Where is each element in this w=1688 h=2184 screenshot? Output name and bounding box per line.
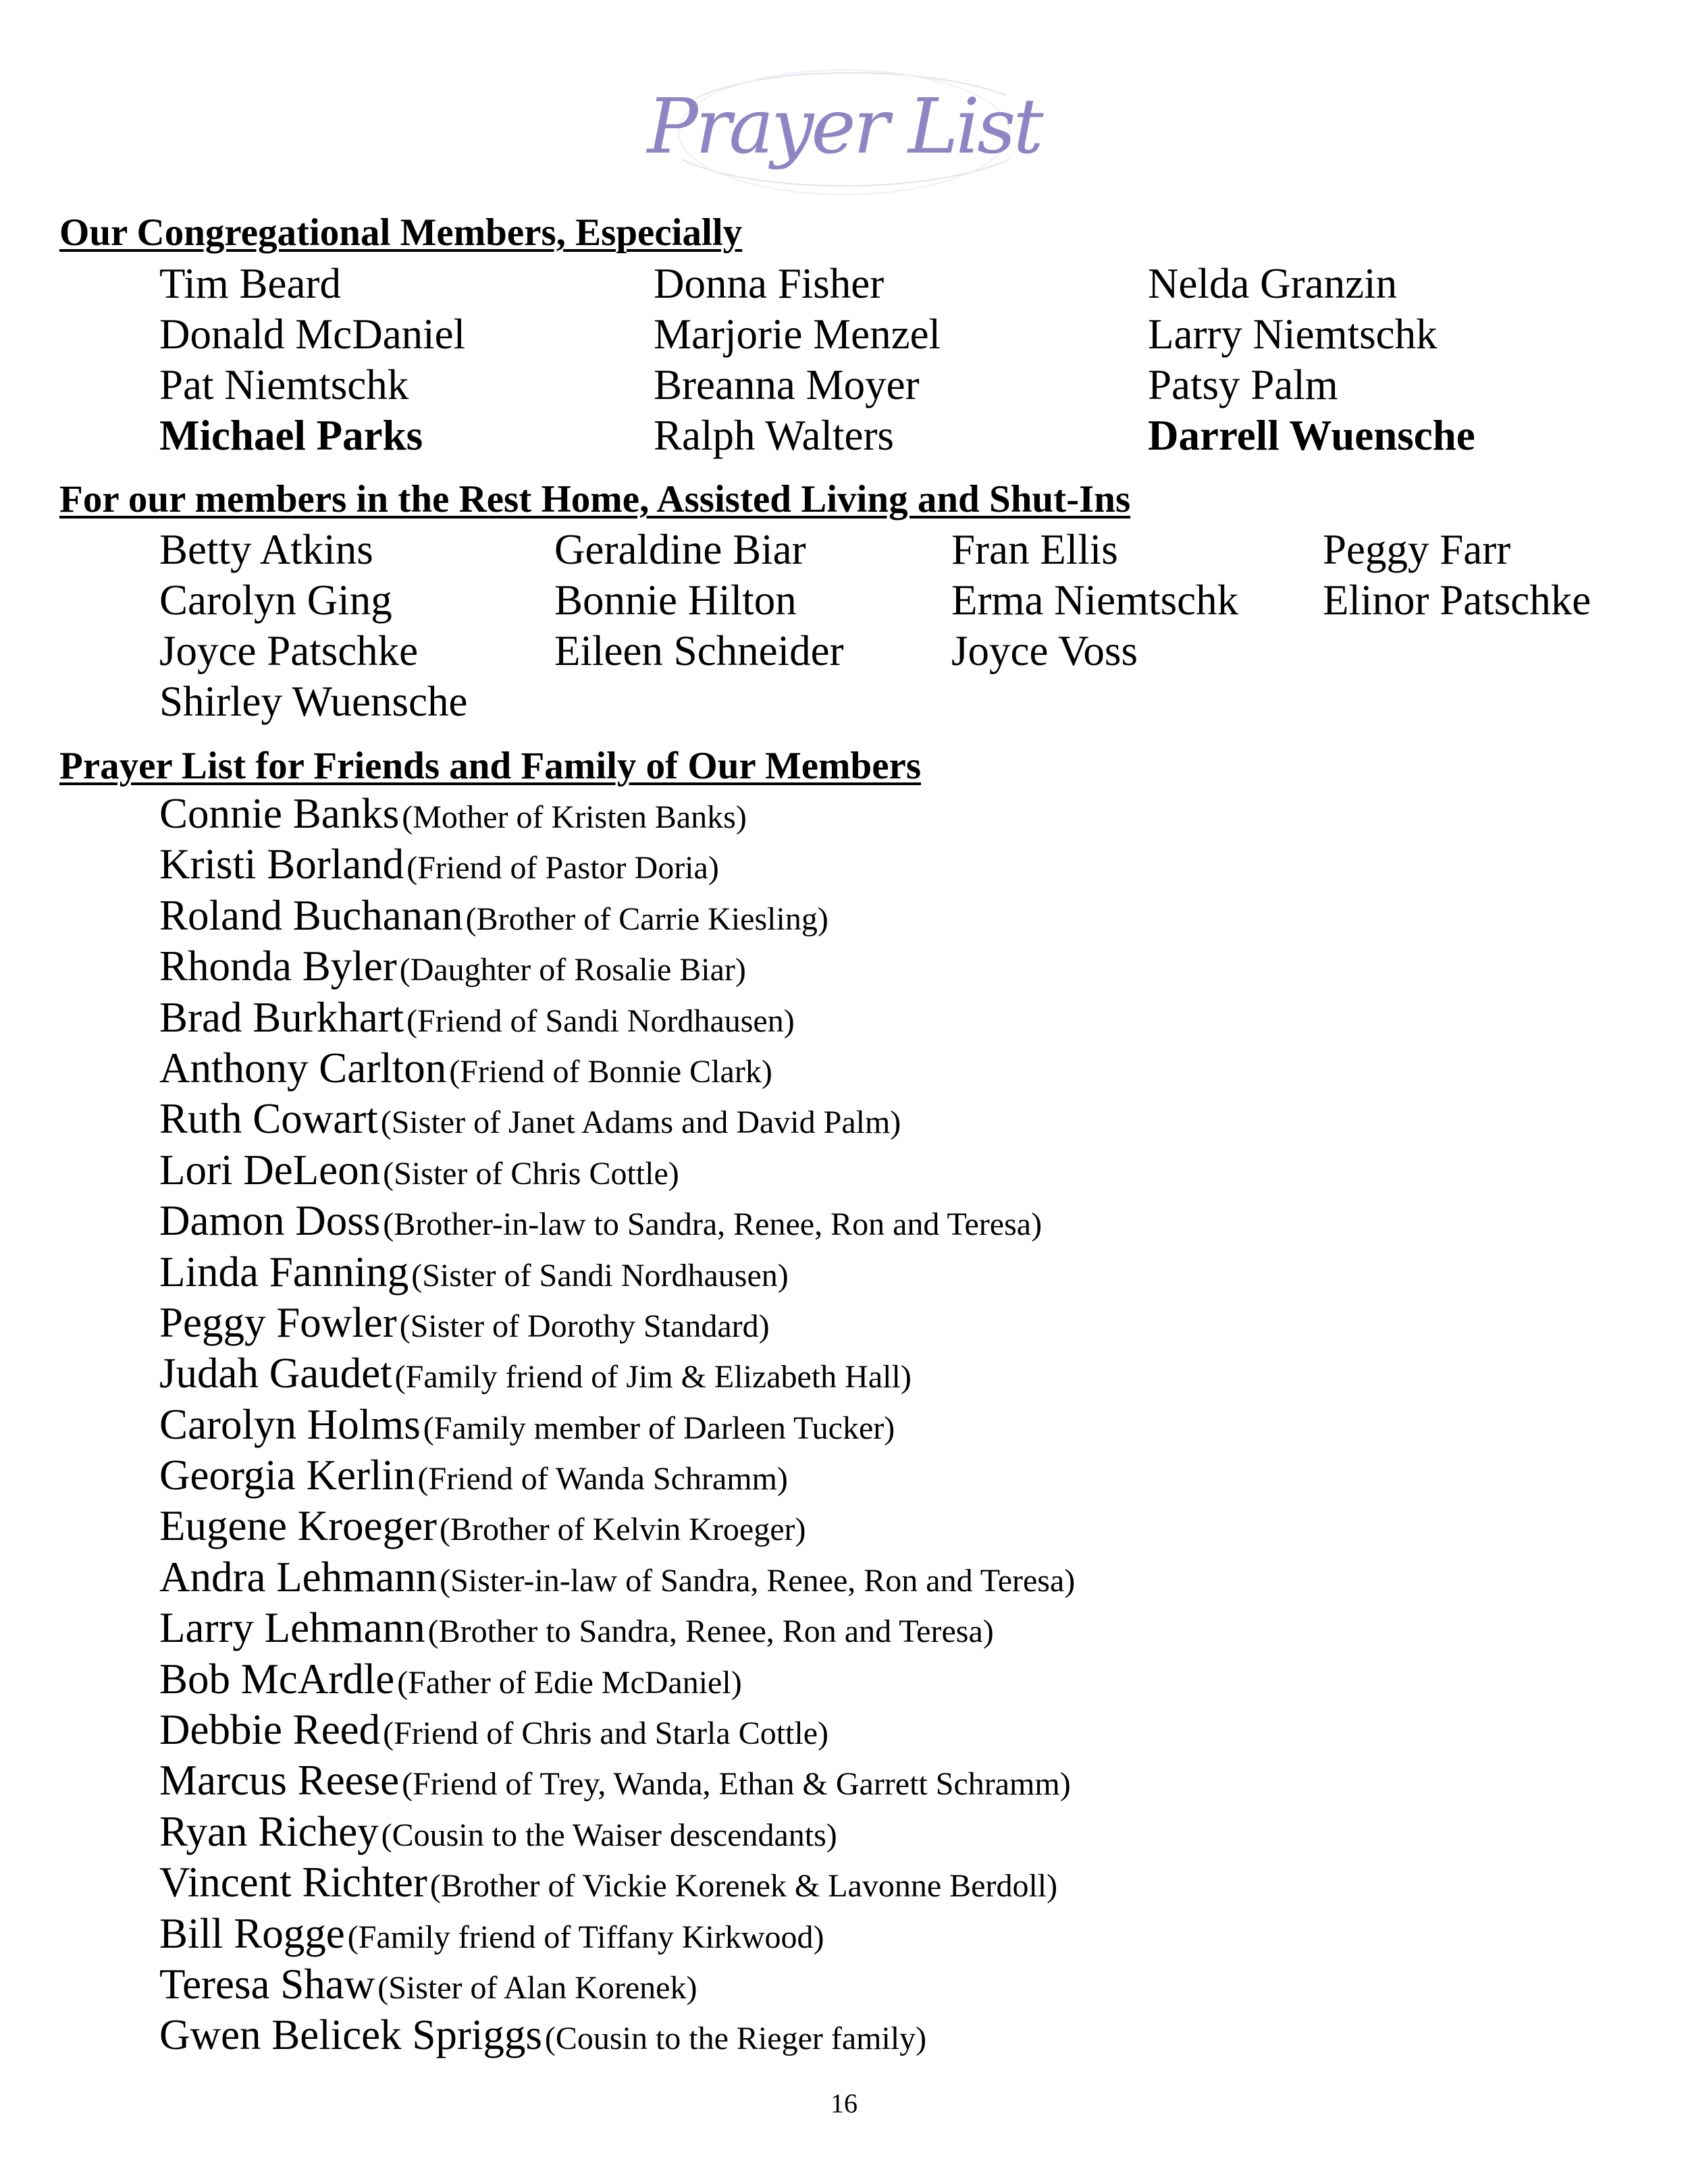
friend-relation: (Brother to Sandra, Renee, Ron and Teresa) <box>427 1614 994 1650</box>
friend-name: Brad Burkhart <box>159 993 404 1041</box>
resthome-name: Carolyn Ging <box>159 577 392 624</box>
friend-relation: (Sister-in-law of Sandra, Renee, Ron and Teresa) <box>440 1562 1076 1599</box>
members-name: Larry Niemtschk <box>1148 311 1438 358</box>
friend-name: Linda Fanning <box>159 1248 409 1296</box>
members-row <box>159 360 1485 410</box>
friend-name: Eugene Kroeger <box>159 1502 438 1550</box>
friend-name: Judah Gaudet <box>159 1350 392 1397</box>
friend-name: Ruth Cowart <box>159 1095 378 1143</box>
members-list <box>159 259 1485 461</box>
friend-relation: (Brother-in-law to Sandra, Renee, Ron and Teresa) <box>383 1206 1043 1243</box>
friend-list-item <box>159 1298 1075 1348</box>
friend-relation: (Friend of Chris and Starla Cottle) <box>383 1715 829 1752</box>
friend-relation: (Brother of Kelvin Kroeger) <box>440 1512 806 1548</box>
svg-text:Prayer List: Prayer List <box>647 83 1041 171</box>
friend-name: Andra Lehmann <box>159 1553 438 1601</box>
friend-name: Bill Rogge <box>159 1909 345 1957</box>
friend-relation: (Father of Edie McDaniel) <box>397 1664 742 1701</box>
resthome-name: Joyce Patschke <box>159 627 419 674</box>
friend-name: Larry Lehmann <box>159 1604 425 1652</box>
friend-list-item <box>159 992 1075 1043</box>
friend-relation: (Sister of Janet Adams and David Palm) <box>380 1104 901 1141</box>
resthome-name: Bonnie Hilton <box>554 577 797 624</box>
resthome-row <box>159 626 1606 676</box>
friend-list-item <box>159 1094 1075 1144</box>
friend-name: Marcus Reese <box>159 1757 400 1805</box>
friend-list-item <box>159 789 1075 839</box>
friend-name: Lori DeLeon <box>159 1146 381 1194</box>
friend-list-item <box>159 1959 1075 2010</box>
friend-name: Kristi Borland <box>159 841 404 888</box>
friend-list-item <box>159 1552 1075 1603</box>
friend-list-item <box>159 2010 1075 2060</box>
friend-relation: (Sister of Sandi Nordhausen) <box>411 1257 789 1294</box>
friend-list-item <box>159 1043 1075 1094</box>
friend-name: Vincent Richter <box>159 1859 427 1907</box>
resthome-name: Betty Atkins <box>159 526 373 573</box>
friend-relation: (Mother of Kristen Banks) <box>402 799 747 835</box>
resthome-row <box>159 575 1606 626</box>
friend-relation: (Daughter of Rosalie Biar) <box>399 952 746 988</box>
resthome-heading: For our members in the Rest Home, Assisted Living and Shut-Ins <box>59 478 1131 521</box>
friend-name: Ryan Richey <box>159 1807 379 1855</box>
friend-relation: (Brother of Vickie Korenek & Lavonne Berdoll) <box>429 1868 1058 1905</box>
members-row <box>159 259 1485 309</box>
members-name: Michael Parks <box>159 412 423 459</box>
resthome-row <box>159 525 1606 575</box>
friend-name: Connie Banks <box>159 790 400 837</box>
friend-relation: (Friend of Pastor Doria) <box>406 850 719 886</box>
friend-list-item <box>159 1247 1075 1298</box>
members-name: Darrell Wuensche <box>1148 412 1475 459</box>
friend-relation: (Cousin to the Waiser descendants) <box>381 1817 837 1853</box>
friend-relation: (Brother of Carrie Kiesling) <box>465 901 828 937</box>
friends-list <box>159 789 1075 2061</box>
resthome-name: Joyce Voss <box>951 627 1138 674</box>
friend-name: Carolyn Holms <box>159 1400 421 1448</box>
resthome-row <box>159 676 1606 727</box>
friend-name: Gwen Belicek Spriggs <box>159 2011 542 2059</box>
friend-relation: (Sister of Alan Korenek) <box>377 1969 697 2006</box>
friend-relation: (Family friend of Tiffany Kirkwood) <box>347 1919 824 1955</box>
members-name: Breanna Moyer <box>654 361 920 408</box>
resthome-name: Peggy Farr <box>1323 526 1511 573</box>
friend-name: Teresa Shaw <box>159 1960 375 2008</box>
friend-list-item <box>159 1400 1075 1450</box>
prayer-list-logo <box>647 58 1041 205</box>
friend-list-item <box>159 1857 1075 1908</box>
resthome-name: Eileen Schneider <box>554 627 844 674</box>
friend-list-item <box>159 1603 1075 1653</box>
members-name: Patsy Palm <box>1148 361 1338 408</box>
members-name: Nelda Granzin <box>1148 260 1398 307</box>
friend-relation: (Cousin to the Rieger family) <box>544 2021 927 2057</box>
friend-list-item <box>159 1348 1075 1399</box>
friend-list-item <box>159 1705 1075 1755</box>
friend-name: Roland Buchanan <box>159 891 463 939</box>
friend-name: Debbie Reed <box>159 1706 381 1754</box>
friend-list-item <box>159 1807 1075 1857</box>
friend-name: Peggy Fowler <box>159 1298 397 1346</box>
members-name: Marjorie Menzel <box>654 311 941 358</box>
friend-name: Georgia Kerlin <box>159 1451 415 1499</box>
friend-name: Damon Doss <box>159 1197 381 1245</box>
resthome-name: Erma Niemtschk <box>951 577 1239 624</box>
resthome-name: Shirley Wuensche <box>159 678 468 725</box>
members-name: Donna Fisher <box>654 260 885 307</box>
friend-list-item <box>159 941 1075 992</box>
page-number: 16 <box>830 2088 858 2119</box>
friend-relation: (Family friend of Jim & Elizabeth Hall) <box>394 1359 912 1395</box>
members-row <box>159 410 1485 461</box>
friend-list-item <box>159 1755 1075 1806</box>
friends-heading: Prayer List for Friends and Family of Our Members <box>59 745 922 787</box>
friend-list-item <box>159 839 1075 890</box>
friend-list-item <box>159 1196 1075 1246</box>
friend-relation: (Sister of Dorothy Standard) <box>399 1308 770 1344</box>
friend-list-item <box>159 1501 1075 1551</box>
friend-list-item <box>159 1654 1075 1705</box>
members-row <box>159 309 1485 360</box>
resthome-name: Geraldine Biar <box>554 526 806 573</box>
resthome-name: Fran Ellis <box>951 526 1118 573</box>
members-name: Tim Beard <box>159 260 341 307</box>
friend-list-item <box>159 1450 1075 1501</box>
friend-name: Anthony Carlton <box>159 1044 447 1092</box>
friend-relation: (Friend of Sandi Nordhausen) <box>406 1003 795 1039</box>
resthome-name: Elinor Patschke <box>1323 577 1591 624</box>
friend-relation: (Friend of Bonnie Clark) <box>449 1053 772 1090</box>
friend-list-item <box>159 1909 1075 1959</box>
members-name: Donald McDaniel <box>159 311 466 358</box>
friend-relation: (Sister of Chris Cottle) <box>383 1155 679 1192</box>
resthome-list <box>159 525 1606 727</box>
friend-name: Bob McArdle <box>159 1655 395 1703</box>
members-name: Pat Niemtschk <box>159 361 409 408</box>
friend-list-item <box>159 1145 1075 1196</box>
members-heading: Our Congregational Members, Especially <box>59 211 743 254</box>
friend-relation: (Family member of Darleen Tucker) <box>423 1410 895 1446</box>
friend-relation: (Friend of Wanda Schramm) <box>417 1461 788 1497</box>
friend-relation: (Friend of Trey, Wanda, Ethan & Garrett Schramm) <box>402 1766 1071 1803</box>
friend-list-item <box>159 890 1075 941</box>
members-name: Ralph Walters <box>654 412 894 459</box>
friend-name: Rhonda Byler <box>159 942 397 990</box>
